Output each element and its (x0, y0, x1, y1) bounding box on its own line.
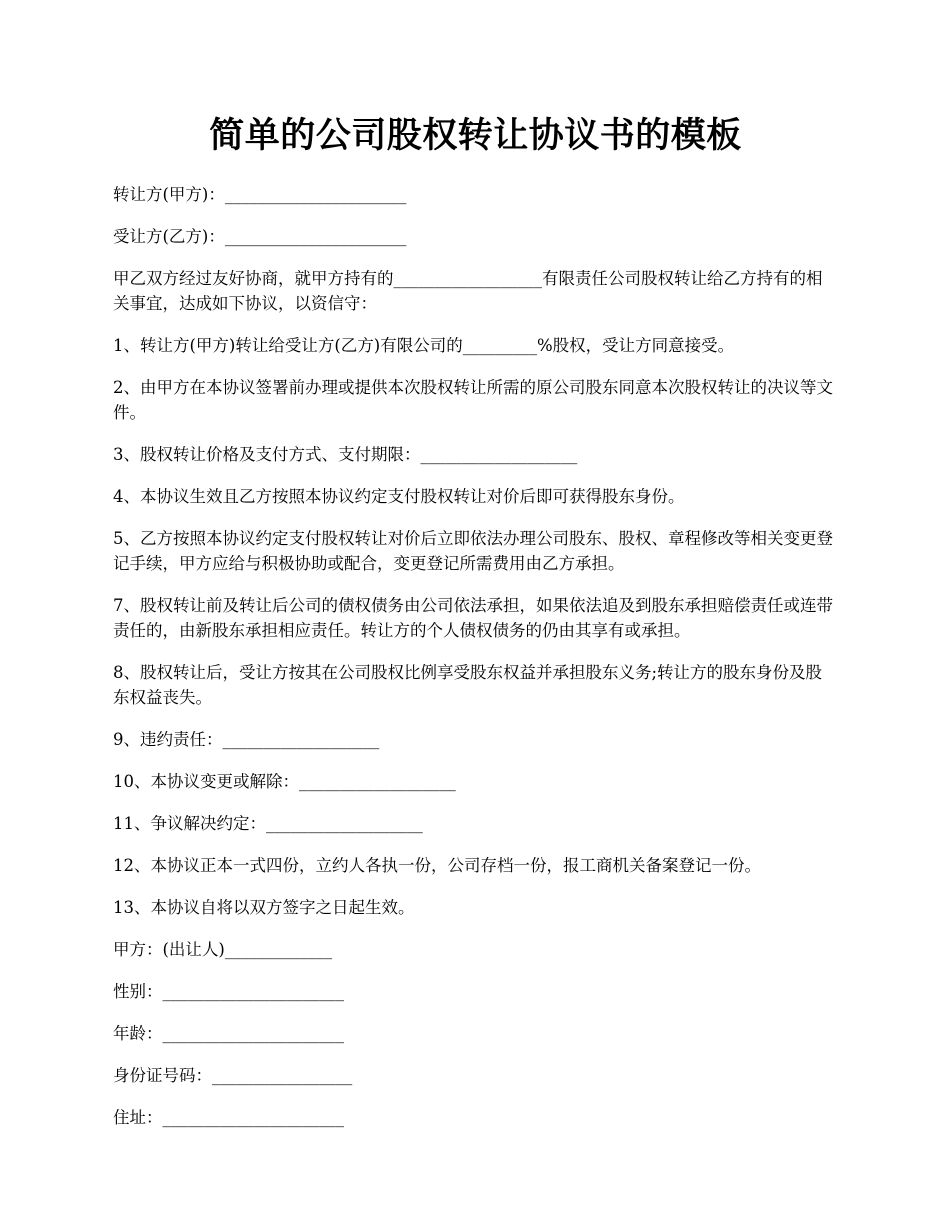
clause-13: 13、本协议自将以双方签字之日起生效。 (113, 898, 415, 917)
clause-8: 8、股权转让后，受让方按其在公司股权比例享受股东权益并承担股东义务;转让方的股东身份及股东权益丧失。 (113, 663, 823, 707)
clause-3: 3、股权转让价格及支付方式、支付期限：___________________ (113, 445, 578, 464)
address-line: 住址：______________________ (113, 1108, 344, 1127)
clause-11: 11、争议解决约定：___________________ (113, 814, 423, 833)
age-line: 年龄：______________________ (113, 1024, 344, 1043)
clause-5: 5、乙方按照本协议约定支付股权转让对价后立即依法办理公司股东、股权、章程修改等相关变更登记手续，甲方应给与积极协助或配合，变更登记所需费用由乙方承担。 (113, 529, 833, 573)
transferee-line: 受让方(乙方)：______________________ (113, 227, 407, 246)
clause-12: 12、本协议正本一式四份，立约人各执一份，公司存档一份，报工商机关备案登记一份。 (113, 856, 761, 875)
clause-4: 4、本协议生效且乙方按照本协议约定支付股权转让对价后即可获得股东身份。 (113, 487, 685, 506)
party-a-line: 甲方：(出让人)_____________ (113, 940, 333, 959)
clause-2: 2、由甲方在本协议签署前办理或提供本次股权转让所需的原公司股东同意本次股权转让的决议等文件。 (113, 378, 833, 422)
gender-line: 性别：______________________ (113, 982, 344, 1001)
clause-7: 7、股权转让前及转让后公司的债权债务由公司依法承担，如果依法追及到股东承担赔偿责任或连带责任的，由新股东承担相应责任。转让方的个人债权债务的仍由其享有或承担。 (113, 596, 833, 640)
transferor-line: 转让方(甲方)：______________________ (113, 185, 407, 204)
document-title: 简单的公司股权转让协议书的模板 (209, 115, 742, 156)
id-number-line: 身份证号码：_________________ (113, 1066, 353, 1085)
clause-9: 9、违约责任：___________________ (113, 730, 380, 749)
clause-1: 1、转让方(甲方)转让给受让方(乙方)有限公司的_________%股权，受让方同意接受。 (113, 336, 735, 355)
clause-10: 10、本协议变更或解除：___________________ (113, 772, 456, 791)
preamble-paragraph: 甲乙双方经过友好协商，就甲方持有的__________________有限责任公司股权转让给乙方持有的相关事宜，达成如下协议，以资信守： (113, 269, 823, 313)
